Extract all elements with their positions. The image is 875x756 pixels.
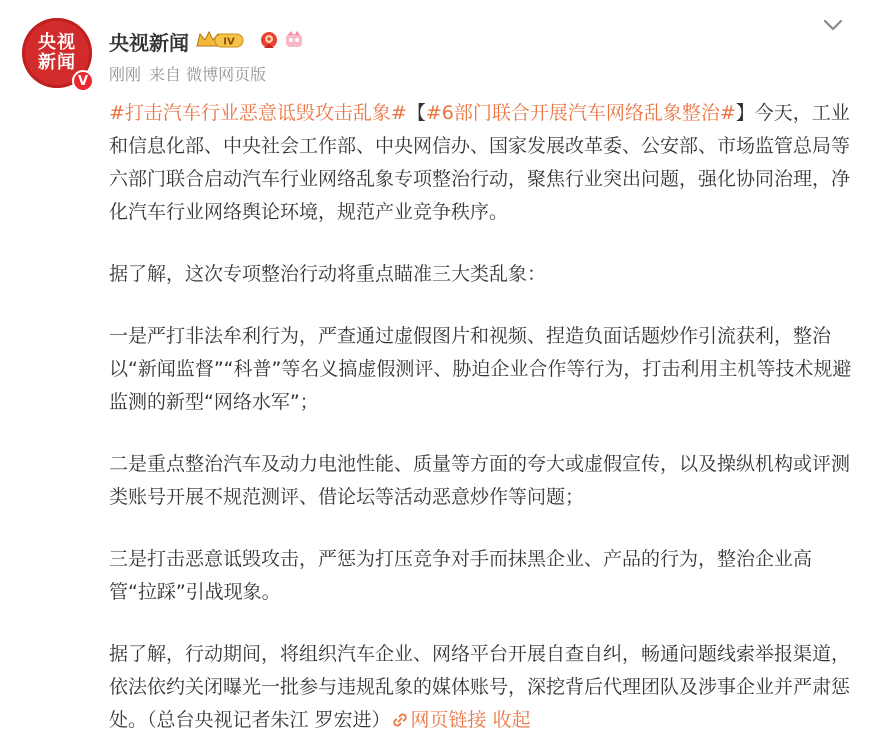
- paragraph-6: [109, 638, 854, 737]
- paragraph-2: 据了解，这次专项整治行动将重点瞄准三大类乱象：: [109, 263, 547, 285]
- avatar-text-line1: 央视: [38, 32, 76, 53]
- link-icon: [391, 711, 409, 729]
- paragraph-6-text: 据了解，行动期间，将组织汽车企业、网络平台开展自查自纠，畅通问题线索举报渠道，依法依约关闭曝光一批参与违规乱象的媒体账号，深挖背后代理团队及涉事企业并严肃惩处。（总台央视记者朱江 罗宏进）: [109, 643, 851, 731]
- bracket-open: 【: [406, 102, 426, 124]
- topic-link-2[interactable]: #6部门联合开展汽车网络乱象整治#: [425, 102, 736, 124]
- web-link-label: 网页链接: [410, 709, 487, 731]
- paragraph-4: 二是重点整治汽车及动力电池性能、质量等方面的夸大或虚假宣传，以及操纵机构或评测类账号开展不规范测评、借论坛等活动恶意炒作等问题；: [109, 453, 851, 508]
- paragraph-1: [109, 97, 854, 229]
- paragraph-3: 一是严打非法牟利行为，严查通过虚假图片和视频、捏造负面话题炒作引流获利，整治以“新闻监督”“科普”等名义搞虚假测评、胁迫企业合作等行为，打击利用主机等技术规避监测的新型“网络水军”；: [109, 325, 852, 413]
- pink-badge-icon[interactable]: [284, 30, 304, 50]
- paragraph-1-text: 】今天，工业和信息化部、中央社会工作部、中央网信办、国家发展改革委、公安部、市场监管总局等六部门联合启动汽车行业网络乱象专项整治行动，聚焦行业突出问题，强化协同治理，净化汽车行业网络舆论环境，规范产业竞争秩序。: [109, 102, 851, 223]
- level-badge-text: IV: [223, 36, 235, 48]
- chevron-down-icon[interactable]: [822, 16, 844, 34]
- post-meta: [109, 62, 274, 85]
- web-link[interactable]: [391, 709, 487, 731]
- avatar-text-line2: 新闻: [38, 52, 76, 73]
- collapse-button[interactable]: 收起: [492, 709, 531, 731]
- post-source: 来自 微博网页版: [149, 65, 267, 84]
- crown-level-icon[interactable]: [195, 29, 247, 51]
- topic-link-1[interactable]: #打击汽车行业恶意诋毁攻击乱象#: [109, 102, 407, 124]
- red-badge-icon[interactable]: [259, 30, 279, 50]
- post-time[interactable]: 刚刚: [109, 65, 142, 84]
- author-name[interactable]: 央视新闻: [109, 31, 189, 55]
- post-content: [109, 97, 854, 737]
- paragraph-5: 三是打击恶意诋毁攻击，严惩为打压竞争对手而抹黑企业、产品的行为，整治企业高管“拉踩”引战现象。: [109, 548, 813, 603]
- verified-badge-icon: V: [72, 70, 94, 92]
